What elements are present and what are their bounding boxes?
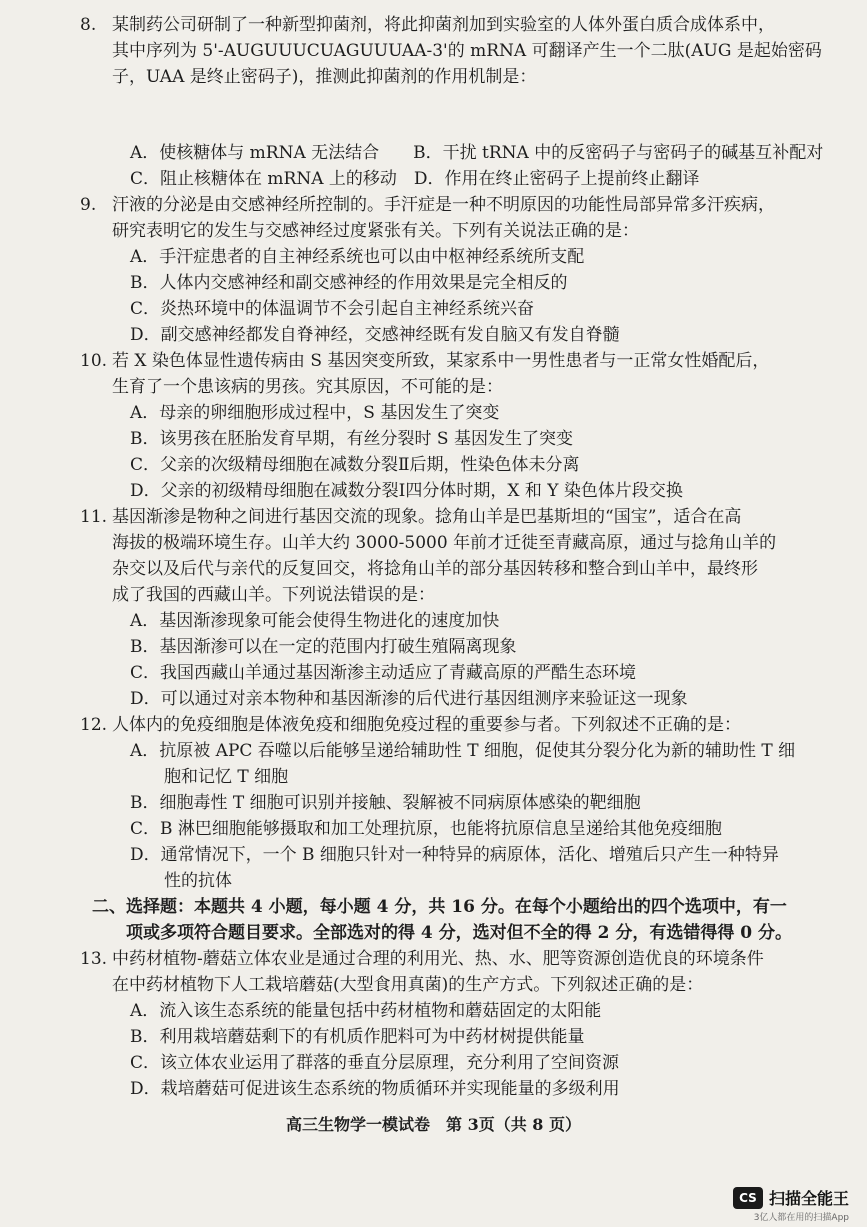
- option-8-ab: A．使核糖体与 mRNA 无法结合 B．干扰 tRNA 中的反密码子与密码子的碱基互补配对: [130, 143, 824, 163]
- option-11-c: C．我国西藏山羊通过基因渐渗主动适应了青藏高原的严酷生态环境: [130, 663, 637, 683]
- camscanner-logo-icon: CS: [733, 1187, 763, 1209]
- question-line: 杂交以及后代与亲代的反复回交，将捻角山羊的部分基因转移和整合到山羊中，最终形: [112, 559, 758, 579]
- option-12-d: D．通常情况下，一个 B 细胞只针对一种特异的病原体，活化、增殖后只产生一种特异: [130, 845, 779, 865]
- option-10-d: D．父亲的初级精母细胞在减数分裂Ⅰ四分体时期，X 和 Y 染色体片段交换: [130, 481, 683, 501]
- scanner-watermark: [733, 1186, 849, 1209]
- question-line: 中药材植物-蘑菇立体农业是通过合理的利用光、热、水、肥等资源创造优良的环境条件: [112, 949, 764, 969]
- option-12-c: C．B 淋巴细胞能够摄取和加工处理抗原，也能将抗原信息呈递给其他免疫细胞: [130, 819, 722, 839]
- option-10-b: B．该男孩在胚胎发育早期，有丝分裂时 S 基因发生了突变: [130, 429, 573, 449]
- question-line: 成了我国的西藏山羊。下列说法错误的是：: [112, 585, 435, 605]
- option-12-b: B．细胞毒性 T 细胞可识别并接触、裂解被不同病原体感染的靶细胞: [130, 793, 641, 813]
- option-12-a: A．抗原被 APC 吞噬以后能够呈递给辅助性 T 细胞，促使其分裂分化为新的辅助性 T 细: [130, 741, 796, 761]
- option-10-c: C．父亲的次级精母细胞在减数分裂Ⅱ后期，性染色体未分离: [130, 455, 580, 475]
- question-line: 子，UAA 是终止密码子)，推测此抑菌剂的作用机制是：: [112, 67, 537, 87]
- question-number: 13.: [80, 949, 108, 969]
- option-13-d: D．栽培蘑菇可促进该生态系统的物质循环并实现能量的多级利用: [130, 1079, 620, 1099]
- question-line: 生育了一个患该病的男孩。究其原因，不可能的是：: [112, 377, 503, 397]
- question-line: 汗液的分泌是由交感神经所控制的。手汗症是一种不明原因的功能性局部异常多汗疾病，: [112, 195, 775, 215]
- question-number: 12.: [80, 715, 108, 735]
- option-9-b: B．人体内交感神经和副交感神经的作用效果是完全相反的: [130, 273, 568, 293]
- question-line: 海拔的极端环境生存。山羊大约 3000-5000 年前才迁徙至青藏高原，通过与捻角山羊的: [112, 533, 777, 553]
- page-footer: 高三生物学一模试卷 第 3页（共 8 页）: [286, 1115, 581, 1134]
- option-13-c: C．该立体农业运用了群落的垂直分层原理，充分利用了空间资源: [130, 1053, 620, 1073]
- option-9-d: D．副交感神经都发自脊神经，交感神经既有发自脑又有发自脊髓: [130, 325, 620, 345]
- question-11: [80, 504, 832, 608]
- question-line: 在中药材植物下人工栽培蘑菇(大型食用真菌)的生产方式。下列叙述正确的是：: [112, 975, 704, 995]
- question-12: [80, 712, 832, 738]
- section-2-heading-cont: 项或多项符合题目要求。全部选对的得 4 分，选对但不全的得 2 分，有选错得得 0 分。: [92, 923, 792, 943]
- question-8: [80, 12, 832, 90]
- question-number: 11.: [80, 507, 108, 527]
- question-number: 9.: [80, 195, 97, 215]
- question-number: 8.: [80, 15, 97, 35]
- option-9-a: A．手汗症患者的自主神经系统也可以由中枢神经系统所支配: [130, 247, 585, 267]
- option-11-d: D．可以通过对亲本物种和基因渐渗的后代进行基因组测序来验证这一现象: [130, 689, 688, 709]
- question-10: [80, 348, 832, 400]
- question-line: 研究表明它的发生与交感神经过度紧张有关。下列有关说法正确的是：: [112, 221, 639, 241]
- option-11-b: B．基因渐渗可以在一定的范围内打破生殖隔离现象: [130, 637, 517, 657]
- option-10-a: A．母亲的卵细胞形成过程中，S 基因发生了突变: [130, 403, 500, 423]
- question-line: 人体内的免疫细胞是体液免疫和细胞免疫过程的重要参与者。下列叙述不正确的是：: [112, 715, 741, 735]
- question-line: 基因渐渗是物种之间进行基因交流的现象。捻角山羊是巴基斯坦的“国宝”，适合在高: [112, 507, 742, 527]
- question-line: 其中序列为 5'-AUGUUUCUAGUUUAA-3'的 mRNA 可翻译产生一个二肽(AUG 是起始密码: [112, 41, 822, 61]
- section-2-heading: 二、选择题：本题共 4 小题，每小题 4 分，共 16 分。在每个小题给出的四个选项中，有一: [92, 897, 787, 917]
- question-line: 若 X 染色体显性遗传病由 S 基因突变所致，某家系中一男性患者与一正常女性婚配后，: [112, 351, 770, 371]
- watermark-subtext: 3亿人都在用的扫描App: [753, 1213, 849, 1223]
- option-11-a: A．基因渐渗现象可能会使得生物进化的速度加快: [130, 611, 500, 631]
- option-8-cd: C．阻止核糖体在 mRNA 上的移动 D．作用在终止密码子上提前终止翻译: [130, 169, 700, 189]
- option-9-c: C．炎热环境中的体温调节不会引起自主神经系统兴奋: [130, 299, 535, 319]
- watermark-text: 扫描全能王: [768, 1189, 849, 1208]
- question-9: [80, 192, 832, 244]
- question-line: 某制药公司研制了一种新型抑菌剂，将此抑菌剂加到实验室的人体外蛋白质合成体系中，: [112, 15, 775, 35]
- option-13-a: A．流入该生态系统的能量包括中药材植物和蘑菇固定的太阳能: [130, 1001, 602, 1021]
- question-13: [80, 946, 832, 998]
- option-12-a-cont: 胞和记忆 T 细胞: [130, 767, 289, 787]
- option-13-b: B．利用栽培蘑菇剩下的有机质作肥料可为中药材树提供能量: [130, 1027, 585, 1047]
- option-12-d-cont: 性的抗体: [130, 871, 232, 891]
- question-number: 10.: [80, 351, 108, 371]
